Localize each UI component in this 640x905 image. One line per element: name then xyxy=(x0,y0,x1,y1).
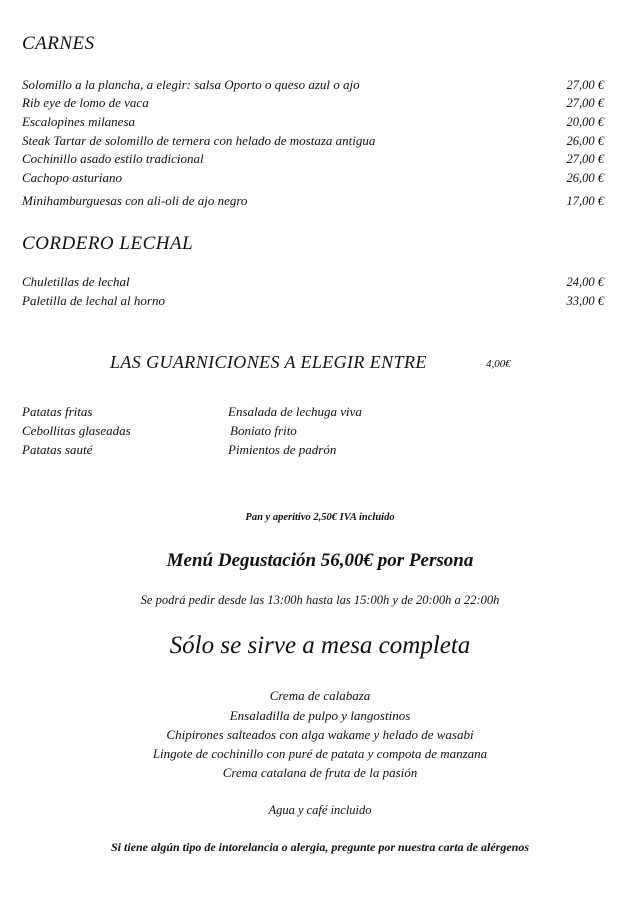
bread-note: Pan y aperitivo 2,50€ IVA incluido xyxy=(245,512,395,523)
course-item: Chipirones salteados con alga wakame y helado de wasabi xyxy=(166,727,474,742)
menu-item-price: 26,00 € xyxy=(566,134,604,148)
menu-item-price: 27,00 € xyxy=(566,78,604,92)
menu-item-name: Paletilla de lechal al horno xyxy=(22,293,165,308)
section-title-cordero-lechal: CORDERO LECHAL xyxy=(22,233,194,254)
table-note: Sólo se sirve a mesa completa xyxy=(169,632,471,659)
garnish-item: Patatas sauté xyxy=(22,442,93,457)
menu-item-name: Steak Tartar de solomillo de ternera con helado de mostaza antigua xyxy=(22,133,376,148)
menu-item-name: Chuletillas de lechal xyxy=(22,274,130,289)
garnish-item: Pimientos de padrón xyxy=(228,442,337,457)
menu-item xyxy=(22,114,604,132)
menu-item-name: Rib eye de lomo de vaca xyxy=(22,95,149,110)
menu-item-name: Cachopo asturiano xyxy=(22,170,123,185)
menu-item xyxy=(22,151,604,169)
menu-item-price: 27,00 € xyxy=(566,96,604,110)
tasting-menu-hours: Se podrá pedir desde las 13:00h hasta las 15:00h y de 20:00h a 22:00h xyxy=(140,593,500,607)
garnish-item: Boniato frito xyxy=(230,423,297,438)
menu-item-price: 17,00 € xyxy=(566,194,604,208)
menu-item xyxy=(22,95,604,113)
course-item: Lingote de cochinillo con puré de patata y compota de manzana xyxy=(152,746,488,761)
menu-item xyxy=(22,293,604,311)
section-title-carnes: CARNES xyxy=(22,33,95,54)
menu-item-price: 24,00 € xyxy=(566,275,604,289)
menu-item xyxy=(22,170,604,188)
menu-item-price: 27,00 € xyxy=(566,152,604,166)
garnish-item: Cebollitas glaseadas xyxy=(22,423,131,438)
menu-item xyxy=(22,193,604,211)
menu-item-name: Escalopines milanesa xyxy=(22,114,136,129)
menu-item-price: 33,00 € xyxy=(566,294,604,308)
course-item: Crema de calabaza xyxy=(269,688,371,703)
menu-item-name: Cochinillo asado estilo tradicional xyxy=(22,151,204,166)
allergy-note: Si tiene algún tipo de intorelancia o alergia, pregunte por nuestra carta de alérgenos xyxy=(110,840,530,854)
tasting-menu-title: Menú Degustación 56,00€ por Persona xyxy=(166,550,474,571)
section-title-guarniciones: LAS GUARNICIONES A ELEGIR ENTRE xyxy=(110,352,427,372)
menu-item-price: 26,00 € xyxy=(566,171,604,185)
includes-note: Agua y café incluido xyxy=(268,803,372,817)
guarniciones-price: 4,00€ xyxy=(486,358,511,370)
garnish-item: Ensalada de lechuga viva xyxy=(228,404,362,419)
menu-item-name: Solomillo a la plancha, a elegir: salsa Oporto o queso azul o ajo xyxy=(22,77,360,92)
menu-item xyxy=(22,133,604,151)
menu-item xyxy=(22,274,604,292)
garnish-item: Patatas fritas xyxy=(22,404,93,419)
course-item: Ensaladilla de pulpo y langostinos xyxy=(229,708,411,723)
menu-item-name: Minihamburguesas con ali-oli de ajo negro xyxy=(22,193,248,208)
course-item: Crema catalana de fruta de la pasión xyxy=(222,765,418,780)
menu-item xyxy=(22,77,604,95)
menu-item-price: 20,00 € xyxy=(566,115,604,129)
